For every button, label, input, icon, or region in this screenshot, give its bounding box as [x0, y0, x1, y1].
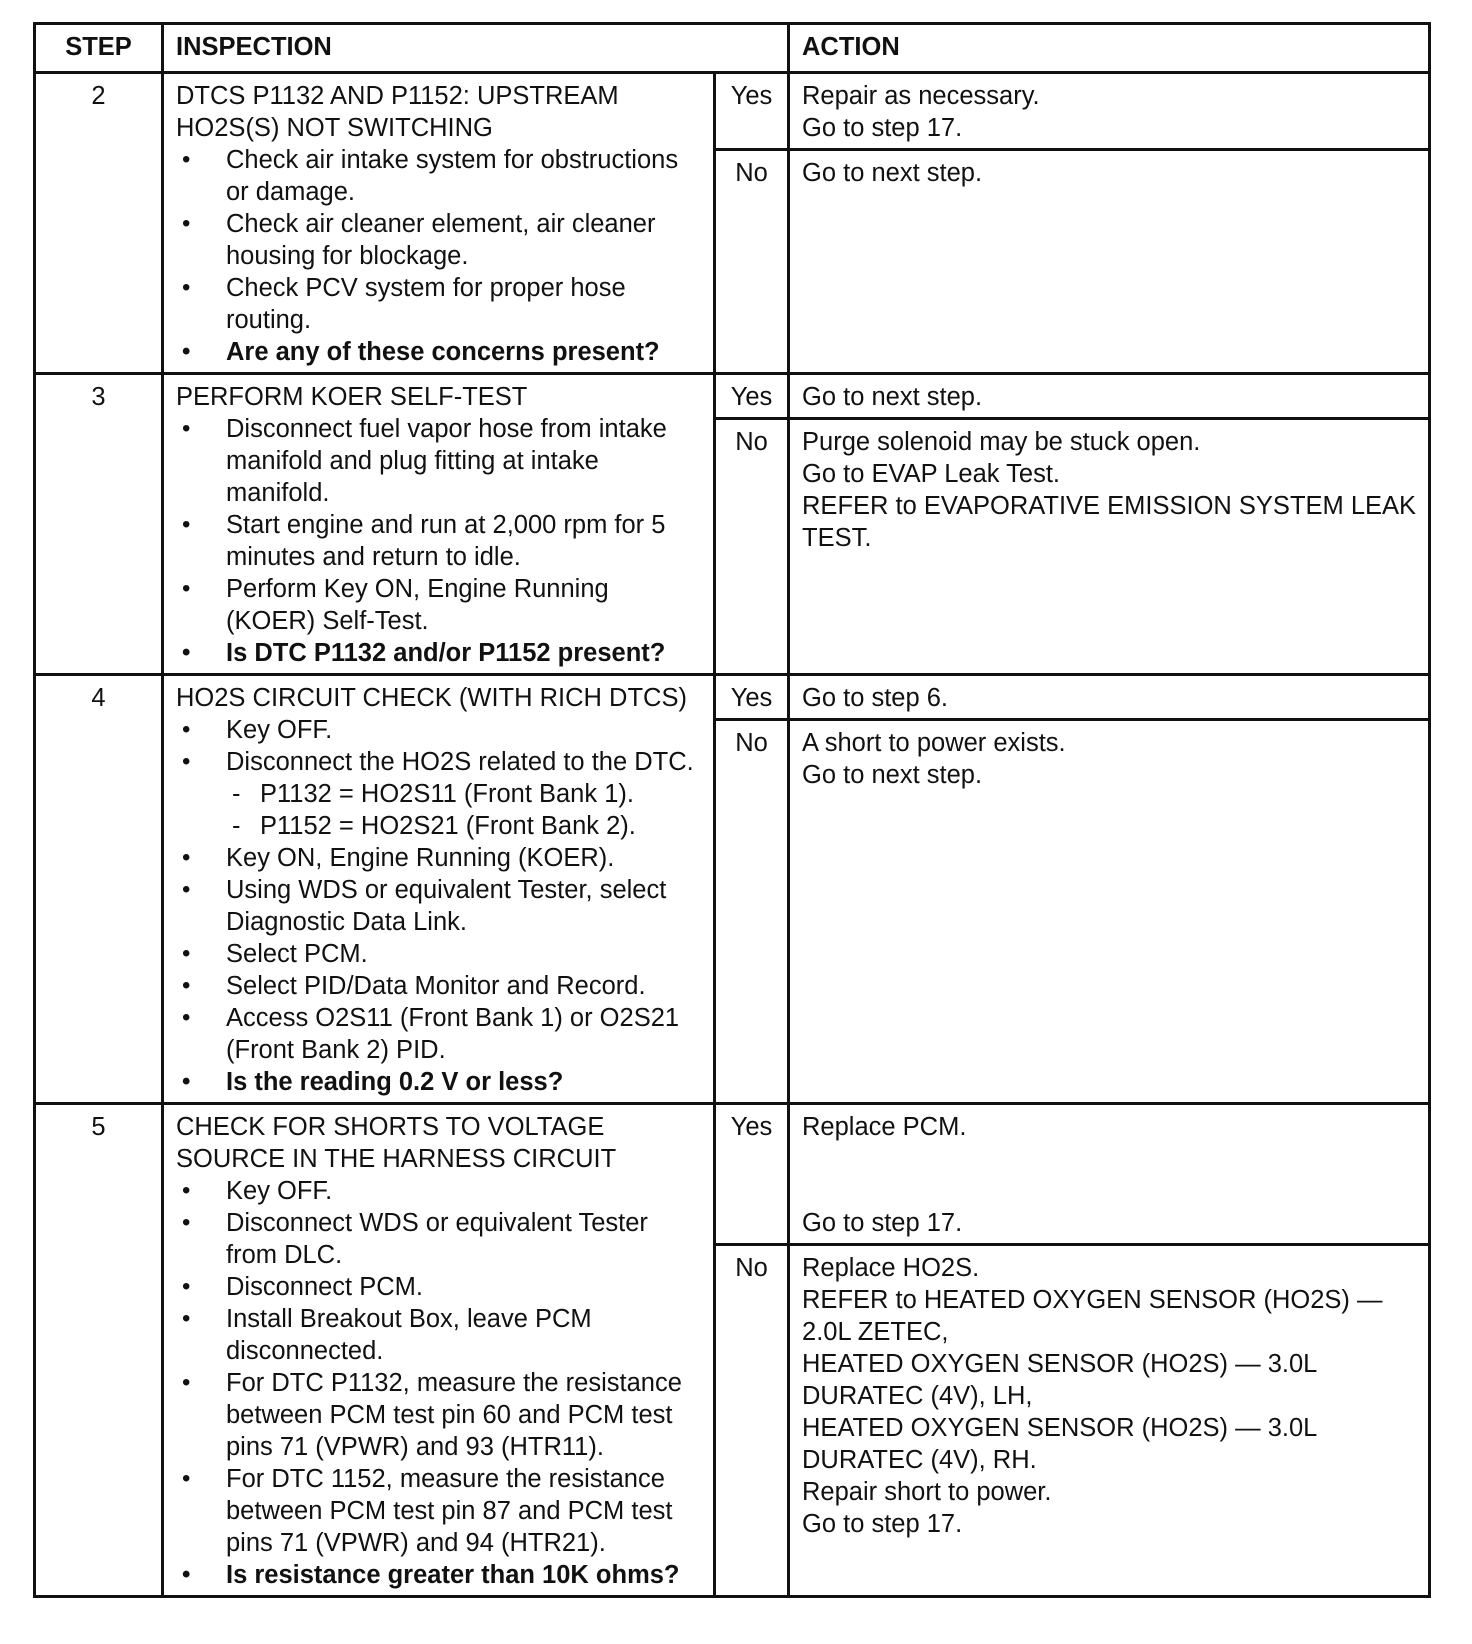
action-line: A short to power exists. [802, 729, 1066, 757]
action-line: Go to next step. [802, 383, 983, 411]
table-row [35, 1104, 1430, 1245]
inspection-question: • Is the reading 0.2 V or less? [176, 1066, 703, 1098]
inspection-title: HO2S CIRCUIT CHECK (WITH RICH DTCS) [176, 684, 687, 712]
inspection-cell [163, 675, 715, 1104]
action-line: Repair short to power. [802, 1478, 1052, 1506]
list-item: • Check air cleaner element, air cleaner housing for blockage. [176, 208, 703, 272]
no-action [789, 720, 1430, 1104]
sub-list [226, 778, 703, 842]
list-item: • Select PID/Data Monitor and Record. [176, 970, 703, 1002]
inspection-cell [163, 73, 715, 374]
inspection-list [176, 1175, 703, 1591]
action-line: Go to EVAP Leak Test. [802, 460, 1061, 488]
spacer [802, 1143, 1418, 1207]
sub-list-item: - P1152 = HO2S21 (Front Bank 2). [226, 810, 703, 842]
diagnostic-table [33, 22, 1431, 1598]
action-line: HEATED OXYGEN SENSOR (HO2S) — 3.0L DURATEC (4V), LH, [802, 1350, 1317, 1410]
list-item: • Key OFF. [176, 714, 703, 746]
yes-action [789, 675, 1430, 720]
no-label: No [715, 1245, 789, 1597]
inspection-list [176, 144, 703, 368]
yes-label: Yes [715, 675, 789, 720]
yes-action [789, 1104, 1430, 1245]
inspection-cell [163, 374, 715, 675]
list-item: • Perform Key ON, Engine Running (KOER) Self-Test. [176, 573, 703, 637]
yes-label: Yes [715, 374, 789, 419]
inspection-title: CHECK FOR SHORTS TO VOLTAGE SOURCE IN THE HARNESS CIRCUIT [176, 1113, 617, 1173]
action-header: ACTION [789, 24, 1430, 73]
inspection-question: • Are any of these concerns present? [176, 336, 703, 368]
yes-action [789, 374, 1430, 419]
step-header: STEP [35, 24, 163, 73]
action-line: Go to step 17. [802, 1209, 963, 1237]
inspection-cell [163, 1104, 715, 1597]
list-item: • Disconnect fuel vapor hose from intake manifold and plug fitting at intake manifold. [176, 413, 703, 509]
step-number: 5 [35, 1104, 163, 1597]
list-item-text: Disconnect the HO2S related to the DTC. [226, 748, 694, 776]
list-item: • Key ON, Engine Running (KOER). [176, 842, 703, 874]
action-line: Replace HO2S. [802, 1254, 980, 1282]
yes-label: Yes [715, 73, 789, 150]
list-item: • Disconnect PCM. [176, 1271, 703, 1303]
inspection-list [176, 714, 703, 1098]
action-line: Replace PCM. [802, 1113, 967, 1141]
no-action [789, 419, 1430, 675]
step-number: 2 [35, 73, 163, 374]
no-label: No [715, 419, 789, 675]
table-row [35, 73, 1430, 150]
action-line: HEATED OXYGEN SENSOR (HO2S) — 3.0L DURATEC (4V), RH. [802, 1414, 1317, 1474]
inspection-question: • Is resistance greater than 10K ohms? [176, 1559, 703, 1591]
action-line: REFER to EVAPORATIVE EMISSION SYSTEM LEAK TEST. [802, 492, 1417, 552]
yes-action [789, 73, 1430, 150]
list-item: • For DTC P1132, measure the resistance between PCM test pin 60 and PCM test pins 71 (VPWR) and 93 (HTR11). [176, 1367, 703, 1463]
table-row [35, 374, 1430, 419]
sub-list-item: - P1132 = HO2S11 (Front Bank 1). [226, 778, 703, 810]
no-label: No [715, 150, 789, 374]
list-item: • Start engine and run at 2,000 rpm for 5 minutes and return to idle. [176, 509, 703, 573]
list-item: • Disconnect WDS or equivalent Tester from DLC. [176, 1207, 703, 1271]
step-number: 4 [35, 675, 163, 1104]
list-item: • Check air intake system for obstructions or damage. [176, 144, 703, 208]
inspection-title: DTCS P1132 AND P1152: UPSTREAM HO2S(S) NOT SWITCHING [176, 82, 619, 142]
inspection-header: INSPECTION [163, 24, 789, 73]
action-line: Purge solenoid may be stuck open. [802, 428, 1201, 456]
inspection-title: PERFORM KOER SELF-TEST [176, 383, 528, 411]
step-number: 3 [35, 374, 163, 675]
inspection-question: • Is DTC P1132 and/or P1152 present? [176, 637, 703, 669]
no-label: No [715, 720, 789, 1104]
action-line: Repair as necessary. [802, 82, 1040, 110]
list-item: • For DTC 1152, measure the resistance between PCM test pin 87 and PCM test pins 71 (VPWR) and 94 (HTR21). [176, 1463, 703, 1559]
inspection-list [176, 413, 703, 669]
action-line: Go to step 6. [802, 684, 949, 712]
list-item [176, 746, 703, 842]
action-line: Go to step 17. [802, 1510, 963, 1538]
diagnostic-page [33, 22, 1428, 1598]
action-line: Go to step 17. [802, 114, 963, 142]
list-item: • Access O2S11 (Front Bank 1) or O2S21 (Front Bank 2) PID. [176, 1002, 703, 1066]
list-item: • Select PCM. [176, 938, 703, 970]
action-line: Go to next step. [802, 159, 983, 187]
action-line: REFER to HEATED OXYGEN SENSOR (HO2S) — 2.0L ZETEC, [802, 1286, 1383, 1346]
list-item: • Key OFF. [176, 1175, 703, 1207]
table-row [35, 675, 1430, 720]
yes-label: Yes [715, 1104, 789, 1245]
no-action [789, 150, 1430, 374]
no-action [789, 1245, 1430, 1597]
list-item: • Check PCV system for proper hose routing. [176, 272, 703, 336]
action-line: Go to next step. [802, 761, 983, 789]
header-row [35, 24, 1430, 73]
list-item: • Using WDS or equivalent Tester, select Diagnostic Data Link. [176, 874, 703, 938]
list-item: • Install Breakout Box, leave PCM disconnected. [176, 1303, 703, 1367]
